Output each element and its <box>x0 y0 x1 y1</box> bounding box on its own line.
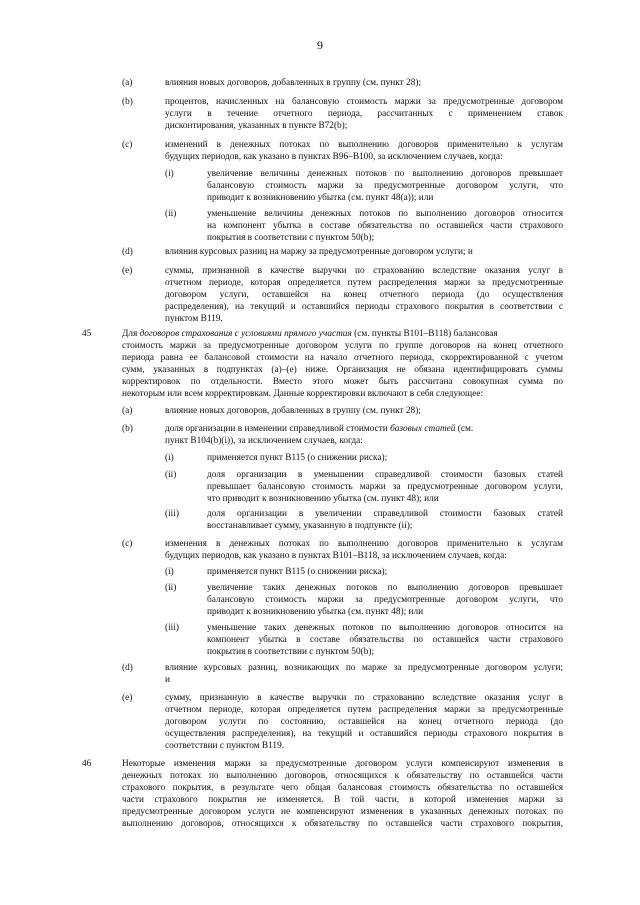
subitem-label: (i) <box>165 453 174 463</box>
subitem-text: покрытия в соответствии с пунктом 50(b); <box>207 647 375 657</box>
paragraph-text: предусмотренные договором услуги не компенсируют изменения в указанных денежных потоках по <box>122 807 563 817</box>
item-label: (e) <box>122 693 133 703</box>
item-label: (a) <box>122 78 133 88</box>
subitem-label: (iii) <box>165 509 179 519</box>
subitem-text: покрытия в соответствии с пунктом 50(b); <box>207 233 375 243</box>
subitem-label: (ii) <box>165 470 177 480</box>
paragraph-text: денежных потоках по выполнению договоров, относящихся к обязательству по оставшейся части <box>122 771 563 781</box>
subitem-label: (ii) <box>165 583 177 593</box>
item-text: пунктом B119. <box>165 314 223 324</box>
subitem-text: компонент убытка в составе обязательства по оставшейся части страхового <box>207 635 563 645</box>
item-text: влияние курсовых разниц, возникающих по марже за предусмотренные договором услуги; <box>165 663 563 673</box>
subitem-text: восстанавливает сумму, указанную в подпункте (ii); <box>207 521 413 531</box>
item-label: (b) <box>122 424 133 434</box>
item-text: договором услуги по состоянию, оставшейся на конец отчетного периода (до <box>165 717 563 727</box>
item-text: процентов, начисленных на балансовую стоимость маржи за предусмотренные договором <box>165 97 563 107</box>
subitem-label: (i) <box>165 169 174 179</box>
item-text: соответствии с пунктом B119. <box>165 741 285 751</box>
item-text: отчетном периоде, которая определяется путем распределения маржи за предусмотренные <box>165 278 563 288</box>
page-number: 9 <box>317 38 323 52</box>
subitem-text: превышает балансовую стоимость маржи за предусмотренные договором услуги, <box>207 482 563 492</box>
subitem-text: увеличение величины денежных потоков по выполнению договоров превышает <box>207 169 563 179</box>
item-text: изменения в денежных потоках по выполнению договоров применительно к услугам <box>165 539 563 549</box>
subitem-text: увеличение таких денежных потоков по выполнению договоров превышает <box>207 583 563 593</box>
subitem-text: балансовую стоимость маржи за предусмотренные договором услуги, что <box>207 181 563 191</box>
subitem-text: уменьшение величины денежных потоков по выполнению договоров относится <box>207 209 563 219</box>
subitem-label: (ii) <box>165 209 177 219</box>
item-text: отчетном периоде, которая определяется путем распределения маржи за предусмотренные <box>165 705 563 715</box>
item-text: влияние новых договоров, добавленных в группу (см. пункт 28); <box>165 406 421 416</box>
paragraph-text: части страхового покрытия не изменяется. В той части, в которой изменения маржи за <box>122 795 563 805</box>
subitem-text: на компонент убытка в составе обязательства по оставшейся части страхового <box>207 221 563 231</box>
item-text: и <box>165 675 170 685</box>
item-text: доля организации в изменении справедливой стоимости базовых статей (см. <box>165 424 474 434</box>
paragraph-text: Некоторые изменения маржи за предусмотренные договором услуги компенсируют изменения в <box>122 759 563 769</box>
subitem-text: приводит к возникновению убытка (см. пункт 48(a)); или <box>207 193 434 203</box>
item-text: договором услуги, оставшейся на конец отчетного периода (до осуществления <box>165 290 563 300</box>
paragraph-text: страхового покрытия, в результате чего общая балансовая стоимость обязательства по оставшейся <box>122 783 563 793</box>
item-text: пункт B104(b)(i)), за исключением случаев, когда: <box>165 436 363 446</box>
paragraph-text: сумм, указанных в подпунктах (a)–(e) ниже. Организация не обязана идентифицировать суммы <box>122 365 563 375</box>
paragraph-text: некоторым или всем корректировкам. Данные корректировки включают в себя следующее: <box>122 389 484 399</box>
subitem-text: балансовую стоимость маржи за предусмотренные договором услуги, что <box>207 595 563 605</box>
subitem-text: доля организации в увеличении справедливой стоимости базовых статей <box>207 509 563 519</box>
item-label: (b) <box>122 97 133 107</box>
item-label: (e) <box>122 266 133 276</box>
defined-term: базовых статей <box>390 424 456 434</box>
subitem-text: доля организации в уменьшении справедливой стоимости базовых статей <box>207 470 563 480</box>
subitem-label: (iii) <box>165 623 179 633</box>
item-text: сумму, признанную в качестве выручки по страхованию вследствие оказания услуг в <box>165 693 563 703</box>
item-text: дисконтирования, указанных в пункте B72(b); <box>165 121 348 131</box>
subitem-label: (i) <box>165 567 174 577</box>
subitem-text: что приводит к возникновению убытка (см. пункт 48); или <box>207 494 439 504</box>
subitem-text: приводит к возникновению убытка (см. пункт 48); или <box>207 607 424 617</box>
item-text: изменений в денежных потоках по выполнению договоров применительно к услугам <box>165 140 563 150</box>
item-label: (c) <box>122 140 133 150</box>
paragraph-text: стоимость маржи за предусмотренные договором услуги по группе договоров на конец отчетного <box>122 341 563 351</box>
item-label: (a) <box>122 406 133 416</box>
paragraph-text: Для договоров страхования с условиями прямого участия (см. пункты B101–B118) балансовая <box>122 329 498 339</box>
item-label: (c) <box>122 539 133 549</box>
paragraph-text: корректировок по отдельности. Вместо этого может быть рассчитана совокупная сумма по <box>122 377 563 387</box>
item-text: будущих периодов, как указано в пунктах B101–B118, за исключением случаев, когда: <box>165 551 507 561</box>
paragraph-number: 45 <box>82 329 92 339</box>
item-text: осуществления распределения), на текущий и оставшийся периоды страхового покрытия в <box>165 729 563 739</box>
item-text: влияния новых договоров, добавленных в группу (см. пункт 28); <box>165 78 422 88</box>
item-label: (d) <box>122 663 133 673</box>
item-text: услуги в течение отчетного периода, рассчитанных с применением ставок <box>165 109 563 119</box>
subitem-text: применяется пункт B115 (о снижении риска); <box>207 567 388 577</box>
paragraph-text: периода равна ее балансовой стоимости на начало отчетного периода, скорректированной с учетом <box>122 353 563 363</box>
item-text: влияния курсовых разниц на маржу за предусмотренные договором услуги; и <box>165 247 473 257</box>
subitem-text: уменьшение таких денежных потоков по выполнению договоров относится на <box>207 623 563 633</box>
paragraph-number: 46 <box>82 759 92 769</box>
defined-term: договоров страхования с условиями прямого участия <box>139 329 352 339</box>
item-text: будущих периодов, как указано в пунктах B96–B100, за исключением случаев, когда: <box>165 152 503 162</box>
item-text: распределения), на текущий и оставшийся периоды страхового покрытия в соответствии с <box>165 302 563 312</box>
paragraph-text: выполнению договоров, относящихся к обязательству по оставшейся части страхового покрытия, <box>122 819 563 829</box>
subitem-text: применяется пункт B115 (о снижении риска); <box>207 453 388 463</box>
item-text: суммы, признанной в качестве выручки по страхованию вследствие оказания услуг в <box>165 266 563 276</box>
item-label: (d) <box>122 247 133 257</box>
